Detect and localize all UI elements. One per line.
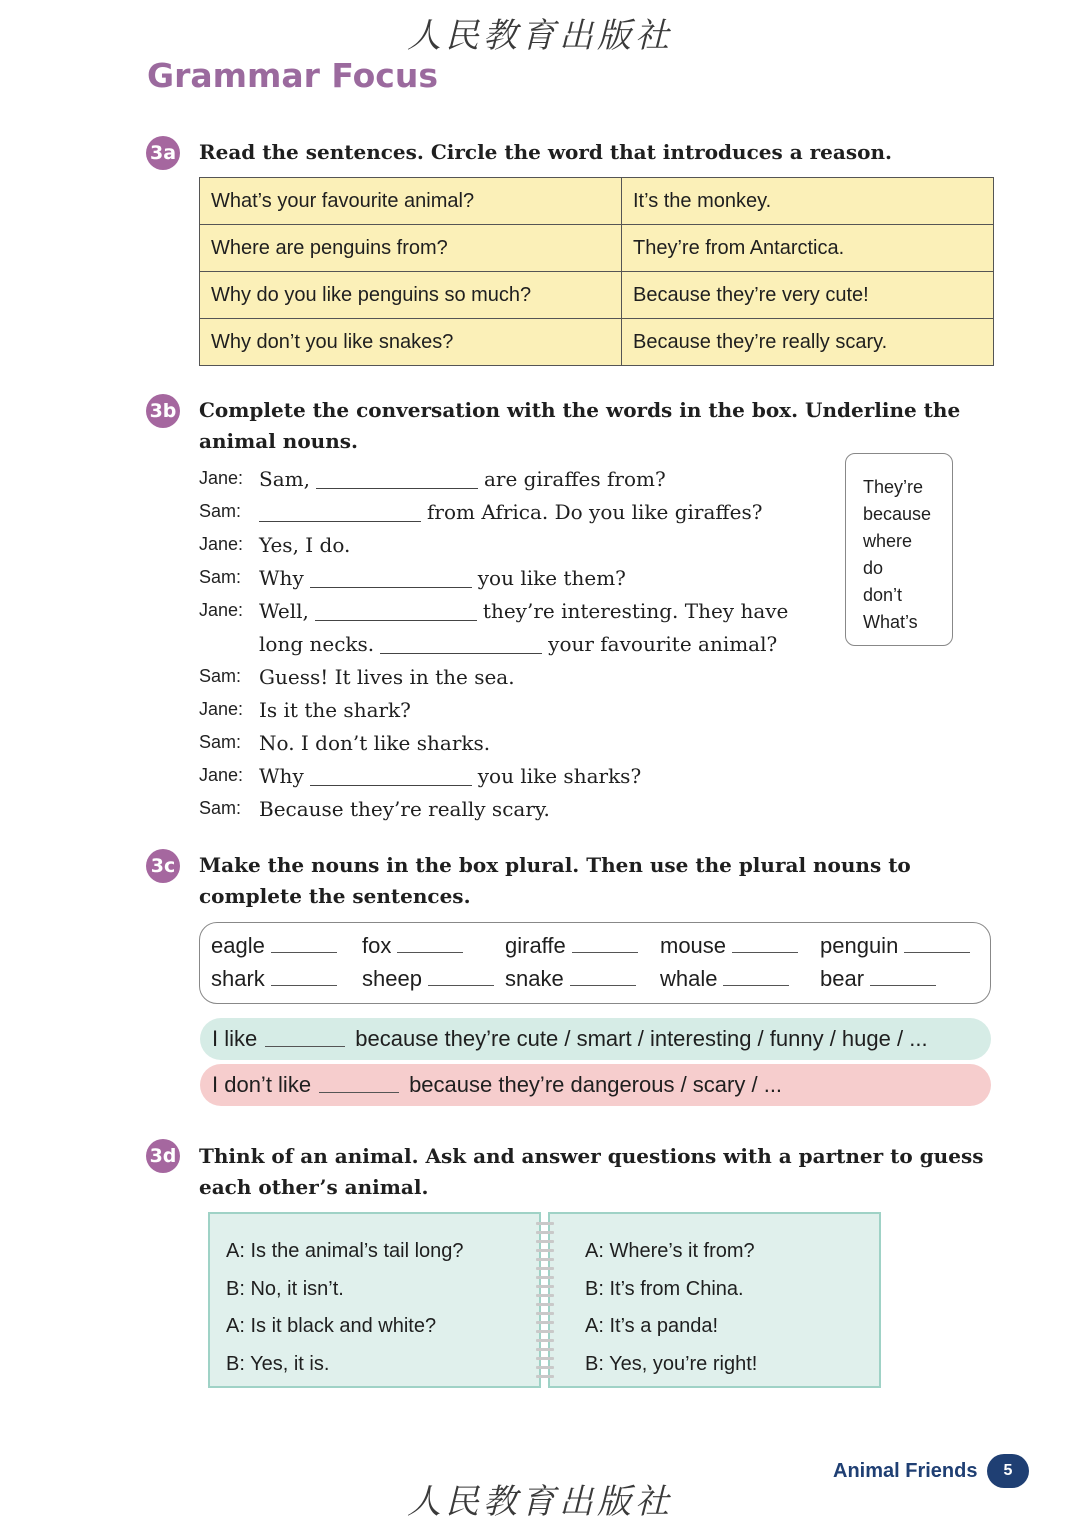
dialogue-line: B: No, it isn’t. <box>226 1277 344 1300</box>
speaker-label: Jane: <box>199 699 244 719</box>
plural-blank[interactable] <box>572 951 638 953</box>
noun-item: eagle <box>211 933 337 959</box>
noun-box <box>199 922 991 1004</box>
line-text: Yes, I do. <box>259 532 351 557</box>
page-number: 5 <box>987 1454 1029 1488</box>
publisher-logo-footer: 人民教育出版社 <box>407 1482 673 1522</box>
line-text: you like sharks? <box>477 763 642 788</box>
line-text: they’re interesting. They have <box>482 598 789 623</box>
speaker-label: Jane: <box>199 600 244 620</box>
noun-item: penguin <box>820 933 970 959</box>
word-box-item: don’t <box>863 585 903 605</box>
plural-blank[interactable] <box>904 951 970 953</box>
line-text: you like them? <box>477 565 626 590</box>
word-box-item: where <box>863 531 913 551</box>
speaker-label: Jane: <box>199 468 244 488</box>
table-row <box>200 319 994 366</box>
like-sentence-strip <box>200 1018 991 1060</box>
table-row <box>200 225 994 272</box>
conversation-line <box>199 726 839 759</box>
notebook-binding-rings <box>536 1222 554 1384</box>
dislike-end: because they’re dangerous / scary / ... <box>409 1072 783 1097</box>
line-text: Sam, <box>259 466 310 491</box>
instruction-3d: Think of an animal. Ask and answer questions with a partner to guess each other’s animal. <box>199 1144 984 1199</box>
line-text: your favourite animal? <box>548 631 778 656</box>
conversation-line <box>199 528 839 561</box>
question-cell: Why do you like penguins so much? <box>200 272 622 319</box>
dialogue-card-left <box>208 1212 541 1388</box>
instruction-3a: Read the sentences. Circle the word that introduces a reason. <box>199 140 892 164</box>
noun-item: fox <box>362 933 463 959</box>
answer-cell: Because they’re really scary. <box>622 319 994 366</box>
exercise-badge-3b: 3b <box>146 394 180 428</box>
answer-cell: It’s the monkey. <box>622 178 994 225</box>
plural-blank[interactable] <box>397 951 463 953</box>
noun-item: sheep <box>362 966 494 992</box>
answer-cell: Because they’re very cute! <box>622 272 994 319</box>
exercise-badge-3c: 3c <box>146 849 180 883</box>
line-text: Why <box>259 565 304 590</box>
plural-blank[interactable] <box>428 984 494 986</box>
sentence-table <box>199 177 994 366</box>
answer-blank[interactable] <box>310 765 472 786</box>
unit-title: Animal Friends <box>833 1460 978 1482</box>
dislike-blank[interactable] <box>319 1091 399 1093</box>
exercise-badge-3d: 3d <box>146 1139 180 1173</box>
line-text: Why <box>259 763 304 788</box>
conversation-line <box>199 462 839 495</box>
dialogue-line: A: Where’s it from? <box>585 1240 755 1262</box>
line-text: Is it the shark? <box>259 697 411 722</box>
line-text: No. I don’t like sharks. <box>259 730 491 755</box>
dialogue-line: B: It’s from China. <box>585 1277 744 1300</box>
line-text: Because they’re really scary. <box>259 796 550 821</box>
conversation-line <box>199 627 839 660</box>
question-cell: Where are penguins from? <box>200 225 622 272</box>
like-blank[interactable] <box>265 1045 345 1047</box>
dialogue-card-right <box>548 1212 881 1388</box>
instruction-3c: Make the nouns in the box plural. Then use the plural nouns to complete the sentences. <box>199 853 911 908</box>
section-title: Grammar Focus <box>147 56 439 95</box>
noun-item: bear <box>820 966 936 992</box>
word-box-item: do <box>863 558 884 578</box>
dialogue-line: B: Yes, it is. <box>226 1352 330 1375</box>
dislike-start: I don’t like <box>212 1072 312 1097</box>
question-cell: Why don’t you like snakes? <box>200 319 622 366</box>
line-text: long necks. <box>259 631 375 656</box>
noun-item: giraffe <box>505 933 638 959</box>
noun-item: whale <box>660 966 789 992</box>
plural-blank[interactable] <box>723 984 789 986</box>
like-end: because they’re cute / smart / interesting / funny / huge / ... <box>355 1026 928 1051</box>
exercise-badge-3a: 3a <box>146 136 180 170</box>
speaker-label: Sam: <box>199 567 242 587</box>
dialogue-line: A: It’s a panda! <box>585 1315 719 1337</box>
answer-blank[interactable] <box>310 567 472 588</box>
word-box-item: What’s <box>863 612 918 632</box>
speaker-label: Jane: <box>199 765 244 785</box>
conversation-line <box>199 660 839 693</box>
line-text: are giraffes from? <box>483 466 666 491</box>
like-start: I like <box>212 1026 258 1051</box>
plural-blank[interactable] <box>570 984 636 986</box>
noun-item: shark <box>211 966 337 992</box>
line-text: from Africa. Do you like giraffes? <box>427 499 763 524</box>
dialogue-line: A: Is the animal’s tail long? <box>226 1240 464 1262</box>
conversation <box>199 462 839 825</box>
conversation-line <box>199 693 839 726</box>
answer-cell: They’re from Antarctica. <box>622 225 994 272</box>
word-box <box>845 453 953 646</box>
plural-blank[interactable] <box>732 951 798 953</box>
dialogue-line: B: Yes, you’re right! <box>585 1352 758 1375</box>
answer-blank[interactable] <box>315 600 477 621</box>
speaker-label: Jane: <box>199 534 244 554</box>
dislike-sentence-strip <box>200 1064 991 1106</box>
answer-blank[interactable] <box>316 468 478 489</box>
line-text: Well, <box>259 598 309 623</box>
speaker-label: Sam: <box>199 732 242 752</box>
conversation-line <box>199 759 839 792</box>
dialogue-line: A: Is it black and white? <box>226 1315 437 1337</box>
instruction-3b: Complete the conversation with the words in the box. Underline the animal nouns. <box>199 398 961 453</box>
line-text: Guess! It lives in the sea. <box>259 664 515 689</box>
table-row <box>200 178 994 225</box>
speaker-label: Sam: <box>199 798 242 818</box>
plural-blank[interactable] <box>271 984 337 986</box>
speaker-label: Sam: <box>199 501 242 521</box>
answer-blank[interactable] <box>259 501 421 522</box>
plural-blank[interactable] <box>271 951 337 953</box>
conversation-line <box>199 495 839 528</box>
publisher-logo: 人民教育出版社 <box>407 16 673 56</box>
word-box-item: They’re <box>863 477 924 497</box>
conversation-line <box>199 561 839 594</box>
noun-item: snake <box>505 966 636 992</box>
answer-blank[interactable] <box>380 633 542 654</box>
table-row <box>200 272 994 319</box>
speaker-label: Sam: <box>199 666 242 686</box>
question-cell: What’s your favourite animal? <box>200 178 622 225</box>
conversation-line <box>199 594 839 627</box>
noun-item: mouse <box>660 933 798 959</box>
plural-blank[interactable] <box>870 984 936 986</box>
word-box-item: because <box>863 504 932 524</box>
conversation-line <box>199 792 839 825</box>
